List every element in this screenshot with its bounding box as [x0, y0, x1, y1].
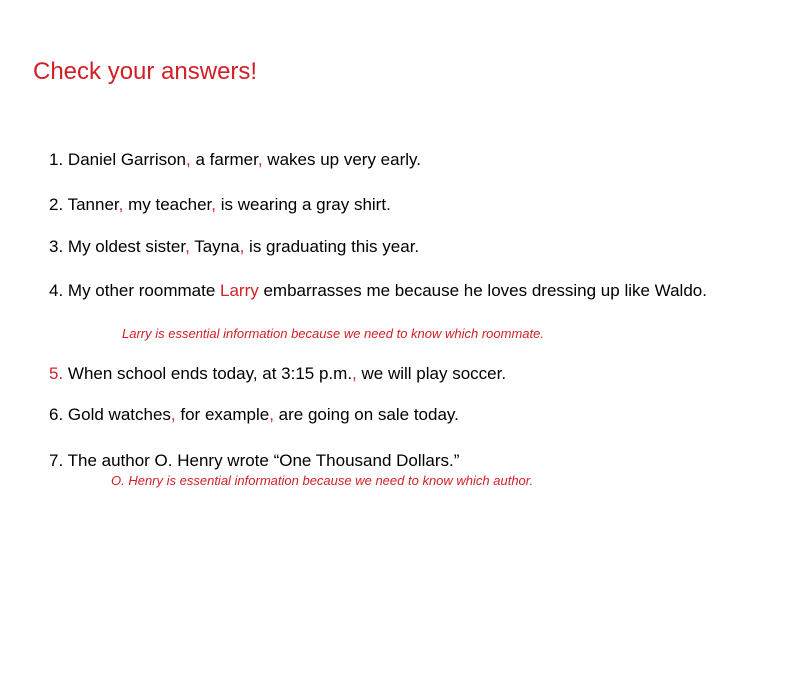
item-number: 2.	[49, 195, 64, 214]
highlighted-text: ,	[185, 237, 190, 256]
item-number: 4.	[49, 281, 64, 300]
highlighted-text: ,	[257, 150, 263, 169]
sentence-text: Gold watches	[63, 405, 171, 424]
sentence-text: are going on sale today.	[273, 405, 459, 424]
highlighted-text: ,	[352, 364, 357, 383]
sentence-text: is wearing a gray shirt.	[216, 195, 391, 214]
explanation-note: O. Henry is essential information because we need to know which author.	[111, 473, 534, 488]
answer-item	[49, 150, 709, 170]
sentence-text: My other roommate	[63, 281, 221, 300]
sentence-text: When school ends today, at 3:15 p.m.	[63, 364, 353, 383]
answer-item	[49, 195, 709, 215]
item-number: 5.	[49, 364, 64, 383]
item-number: 6.	[49, 405, 64, 424]
sentence-text: Tayna	[189, 237, 240, 256]
sentence-text: is graduating this year.	[244, 237, 420, 256]
sentence-text: My oldest sister	[63, 237, 186, 256]
highlighted-text: ,	[118, 195, 124, 214]
answer-item	[49, 405, 709, 425]
answer-item	[49, 281, 709, 301]
highlighted-text: ,	[186, 150, 191, 169]
sentence-text: my teacher	[123, 195, 212, 214]
sentence-text: The author O. Henry wrote “One Thousand Dollars.”	[63, 451, 460, 470]
highlighted-text: ,	[239, 237, 245, 256]
sentence-text: wakes up very early.	[262, 150, 421, 169]
item-number: 1.	[49, 150, 64, 169]
sentence-text: for example	[175, 405, 270, 424]
sentence-text: a farmer	[190, 150, 258, 169]
page-title: Check your answers!	[33, 58, 258, 85]
sentence-text: we will play soccer.	[356, 364, 507, 383]
highlighted-text: ,	[211, 195, 216, 214]
highlighted-text: ,	[170, 405, 176, 424]
highlighted-text: ,	[269, 405, 274, 424]
sentence-text: embarrasses me because he loves dressing up like Waldo.	[258, 281, 707, 300]
highlighted-text: Larry	[220, 281, 259, 300]
sentence-text: Daniel Garrison	[63, 150, 187, 169]
explanation-note: Larry is essential information because we need to know which roommate.	[122, 326, 544, 341]
item-number: 3.	[49, 237, 64, 256]
answer-item	[49, 237, 709, 257]
answer-item	[49, 364, 709, 384]
answer-item	[49, 451, 709, 471]
sentence-text: Tanner	[63, 195, 119, 214]
item-number: 7.	[49, 451, 64, 470]
